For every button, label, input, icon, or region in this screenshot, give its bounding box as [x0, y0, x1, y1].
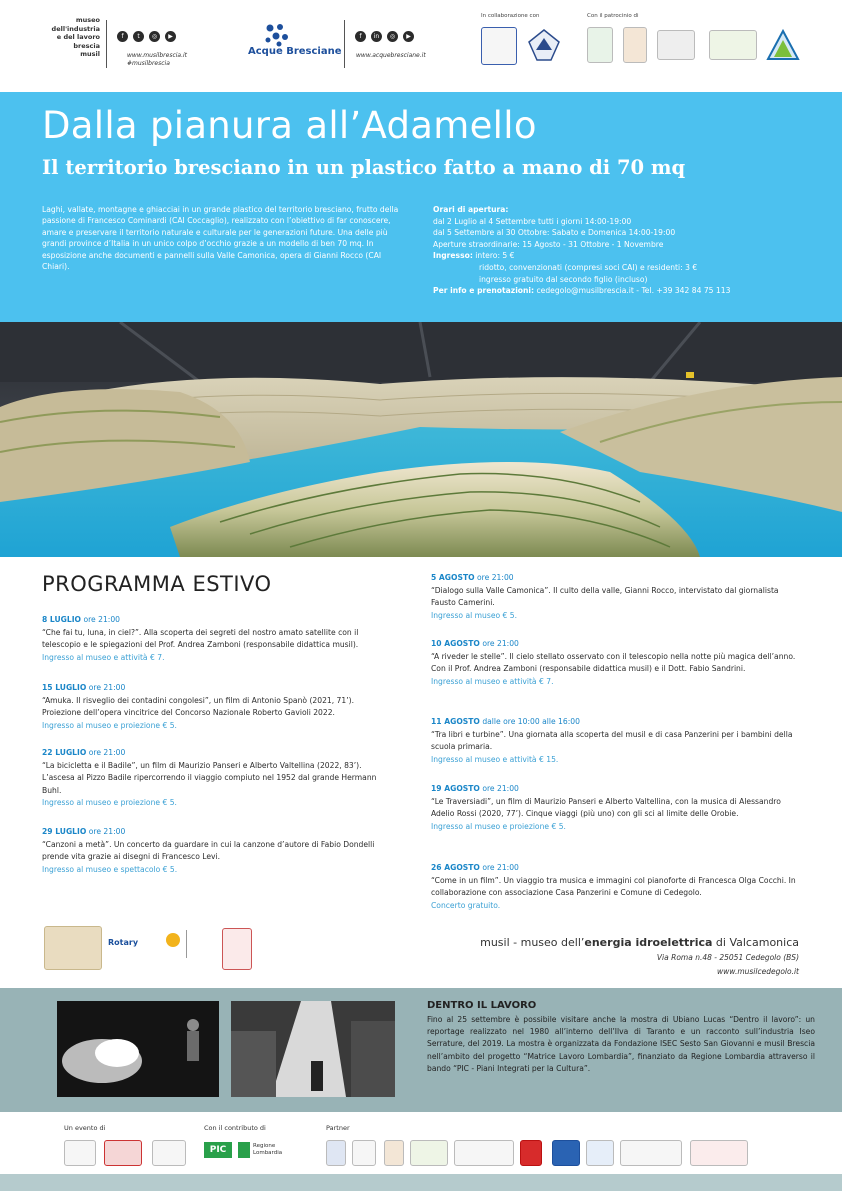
event-item [42, 614, 394, 664]
plastico-photo-graphic [0, 322, 842, 557]
event-item [42, 747, 394, 810]
museum-address: Via Roma n.48 - 25051 Cedegolo (BS) [656, 953, 799, 962]
hours-line: dal 2 Luglio al 4 Settembre tutti i giorni 14:00-19:00 [433, 216, 632, 226]
event-text: “Le Traversiadi”, un film di Maurizio Panseri e Alberto Valtellina, con la musica di Alessandro Adelio Rossi (2020, 77’). Cinque viaggi (più uno) con gli sci al limite delle Orobie. [431, 796, 781, 819]
ilva-photo [57, 1001, 219, 1097]
info-value[interactable]: cedegolo@musilbrescia.it - Tel. +39 342 84 75 113 [536, 286, 731, 296]
iseo-photo-graphic [231, 1001, 395, 1097]
partner-logo-icon [620, 1140, 682, 1166]
event-date: 15 LUGLIO [42, 683, 87, 692]
museum-small-logo-icon [64, 1140, 96, 1166]
divider [344, 20, 345, 68]
event-date: 8 LUGLIO [42, 615, 82, 624]
cai-coccaglio-logo-icon [481, 27, 517, 65]
museum-web[interactable]: www.musilcedegolo.it [717, 967, 799, 976]
event-date: 22 LUGLIO [42, 748, 87, 757]
event-price: Ingresso al museo e proiezione € 5. [42, 720, 177, 730]
pic-logo: PIC [204, 1142, 232, 1158]
museum-line: musil [80, 50, 100, 58]
plastico-photo [0, 322, 842, 557]
event-price: Ingresso al museo e attività € 7. [431, 676, 554, 686]
comunita-montana-logo-icon [690, 1140, 748, 1166]
event-text: “Come in un film”. Un viaggio tra musica e immagini col pianoforte di Francesca Olga Cocchi. In collaborazione con associazione Casa Panzerini e Comune di Cedegolo. [431, 875, 796, 898]
event-price: Ingresso al museo e proiezione € 5. [42, 798, 177, 808]
museum-logo-text [40, 16, 100, 59]
event-time: ore 21:00 [88, 827, 126, 836]
lavoro-text: Fino al 25 settembre è possibile visitare anche la mostra di Ubiano Lucas “Dentro il lavoro”: un reportage realizzato nel 1980 all’interno dell’Ilva di Taranto e un racconto sull’industria Iseo Serrature, del 2019. La mostra è organizzata da Fondazione ISEC Sesto San Giovanni e musil Brescia nell’ambito del progetto “Matrice Lavoro Lombardia”, finanziato da Regione Lombardia attraverso il bando “PIC - Piani Integrati per la Cultura”. [427, 1015, 815, 1073]
opening-hours [433, 204, 823, 297]
twitter-icon[interactable]: t [133, 31, 144, 42]
footer-strip [0, 1174, 842, 1191]
rotary-logo-text: Rotary [108, 938, 139, 947]
partner-logo-icon [352, 1140, 376, 1166]
acque-social-icons [355, 31, 414, 42]
event-text: “Canzoni a metà”. Un concerto da guardare in cui la canzone d’autore di Fabio Dondelli prende vita grazie ai disegni di Francesco Levi. [42, 839, 375, 862]
event-price: Ingresso al museo e proiezione € 5. [431, 821, 566, 831]
event-time: ore 21:00 [83, 615, 121, 624]
facebook-icon[interactable]: f [355, 31, 366, 42]
hours-label: Orari di apertura: [433, 205, 509, 214]
casa-panzerini-logo-icon [44, 926, 102, 970]
museum-line: e del lavoro [56, 33, 100, 41]
event-text: “Tra libri e turbine”. Una giornata alla scoperta del musil e di casa Panzerini per i bambini della scuola primaria. [431, 729, 793, 752]
valle-camonica-logo-icon [709, 30, 757, 60]
info-label: Per info e prenotazioni: [433, 286, 535, 296]
intro-text: Laghi, vallate, montagne e ghiacciai in un grande plastico del territorio bresciano, frutto della passione di Francesco Cominardi (CAI Coccaglio), realizzato con l’obiettivo di far conoscere, amare e preservare il territorio naturale e culturale per le generazioni future. Una delle più grandi province d’Italia in un unico colpo d’occhio grazie a un modello di ben 70 mq. In esposizione anche documenti e pannelli sulla Valle Camonica, opera di Gianni Rocco (CAI Chiari). [42, 205, 399, 272]
musil-web[interactable]: www.musilbrescia.it [127, 52, 188, 59]
lavoro-title: DENTRO IL LAVORO [427, 1000, 537, 1011]
youtube-icon[interactable]: ▶ [403, 31, 414, 42]
event-date: 29 LUGLIO [42, 827, 87, 836]
museum-line: dell'industria [51, 24, 100, 33]
acque-web[interactable]: www.acquebresciane.it [356, 52, 426, 59]
ingresso-line: intero: 5 € [475, 251, 515, 261]
musil-name: musil [480, 936, 510, 949]
event-time: ore 21:00 [482, 639, 519, 648]
cisl-logo-icon [552, 1140, 580, 1166]
fax-logo-icon [222, 928, 252, 970]
event-time: ore 21:00 [88, 683, 126, 692]
event-date: 26 AGOSTO [431, 863, 480, 872]
event-time: ore 21:00 [482, 784, 519, 793]
hours-line: Aperture straordinarie: 15 Agosto - 31 Ottobre - 1 Novembre [433, 239, 664, 249]
event-time: ore 21:00 [482, 863, 519, 872]
event-item [431, 862, 799, 912]
matrice-logo-icon [152, 1140, 186, 1166]
partner-logo-icon [410, 1140, 448, 1166]
musil-hashtag: #musilbrescia [127, 60, 170, 67]
instagram-icon[interactable]: ◎ [149, 31, 160, 42]
event-text: “A riveder le stelle”. Il cielo stellato osservato con il telescopio nella notte più magica dell’anno. Con il Prof. Andrea Zamboni (responsabile didattica musil) e il Dott. Fabio Sandrini. [431, 651, 796, 674]
event-date: 5 AGOSTO [431, 573, 475, 582]
museum-name-end: di Valcamonica [712, 936, 799, 949]
event-text: “Dialogo sulla Valle Camonica”. Il culto della valle, Gianni Rocco, intervistato dal giornalista Fausto Camerini. [431, 585, 779, 608]
uil-logo-icon [586, 1140, 614, 1166]
page-title: Dalla pianura all’Adamello [42, 104, 537, 147]
ilva-photo-graphic [57, 1001, 219, 1097]
instagram-icon[interactable]: ◎ [387, 31, 398, 42]
hours-line: dal 5 Settembre al 30 Ottobre: Sabato e Domenica 14:00-19:00 [433, 228, 676, 238]
divider [106, 20, 107, 68]
fondazione-logo-icon [104, 1140, 142, 1166]
event-item [431, 638, 799, 688]
ingresso-line: ingresso gratuito dal secondo figlio (incluso) [479, 274, 648, 284]
program-title: PROGRAMMA ESTIVO [42, 572, 272, 596]
event-text: “Che fai tu, luna, in ciel?”. Alla scoperta dei segreti del nostro amato satellite con il telescopio e le spiegazioni del Prof. Andrea Zamboni (responsabile didattica musil). [42, 627, 359, 650]
collaboration-label: In collaborazione con [481, 13, 540, 19]
facebook-icon[interactable]: f [117, 31, 128, 42]
event-date: 10 AGOSTO [431, 639, 480, 648]
regione-lombardia-text: Regione Lombardia [253, 1143, 283, 1156]
event-time: ore 21:00 [477, 573, 514, 582]
event-text: “Amuka. Il risveglio dei contadini congolesi”, un film di Antonio Spanò (2021, 71’). Proiezione dell’opera vincitrice del Concorso Nazionale Roberto Gavioli 2022. [42, 695, 355, 718]
event-price: Ingresso al museo e attività € 15. [431, 754, 559, 764]
rotary-wheel-icon [166, 933, 180, 947]
ingresso-label: Ingresso: [433, 251, 473, 261]
social-icons [117, 31, 176, 42]
youtube-icon[interactable]: ▶ [165, 31, 176, 42]
partner-label: Partner [326, 1124, 350, 1132]
triangle-logo-icon [766, 28, 800, 62]
comune-cedegolo-logo-icon [623, 27, 647, 63]
page-subtitle: Il territorio bresciano in un plastico fatto a mano di 70 mq [42, 156, 686, 179]
partner-logo-icon [454, 1140, 514, 1166]
patronage-label: Con il patrocinio di [587, 13, 639, 19]
museum-line: museo [75, 16, 100, 24]
partner-logo-icon [384, 1140, 404, 1166]
event-item [431, 783, 799, 833]
comunita-montana-logo-icon [657, 30, 695, 60]
event-time: dalle ore 10:00 alle 16:00 [482, 717, 580, 726]
acque-bresciane-name: Acque Bresciane [248, 46, 342, 57]
event-price: Ingresso al museo e attività € 7. [42, 652, 165, 662]
museum-name-bold: energia idroelettrica [584, 936, 713, 949]
comune-logo-icon [587, 27, 613, 63]
ingresso-line: ridotto, convenzionati (compresi soci CAI) e residenti: 3 € [479, 262, 698, 272]
event-time: ore 21:00 [88, 748, 126, 757]
event-date: 11 AGOSTO [431, 717, 480, 726]
event-item [42, 826, 394, 876]
event-price: Ingresso al museo € 5. [431, 610, 518, 620]
event-item [42, 682, 394, 732]
contributo-label: Con il contributo di [204, 1124, 266, 1132]
event-price: Concerto gratuito. [431, 900, 501, 910]
event-item [431, 716, 799, 766]
museum-footer-name [480, 936, 799, 949]
cgil-logo-icon [520, 1140, 542, 1166]
event-date: 19 AGOSTO [431, 784, 480, 793]
iseo-photo [231, 1001, 395, 1097]
museum-line: brescia [73, 41, 100, 50]
event-item [431, 572, 799, 622]
evento-label: Un evento di [64, 1124, 106, 1132]
divider [186, 930, 187, 958]
museum-name-mid: - museo dell’ [509, 936, 585, 949]
regione-logo-icon [238, 1142, 250, 1158]
partner-logo-icon [326, 1140, 346, 1166]
linkedin-icon[interactable]: in [371, 31, 382, 42]
event-text: “La bicicletta e il Badile”, un film di Maurizio Panseri e Alberto Valtellina (2022, 83’). L’ascesa al Pizzo Badile ripercorrendo il viaggio compiuto nel 1952 dal grande Hermann Buhl. [42, 760, 377, 795]
cai-logo-icon [527, 28, 561, 62]
acque-bresciane-logo-icon [262, 22, 292, 48]
event-price: Ingresso al museo e spettacolo € 5. [42, 864, 178, 874]
